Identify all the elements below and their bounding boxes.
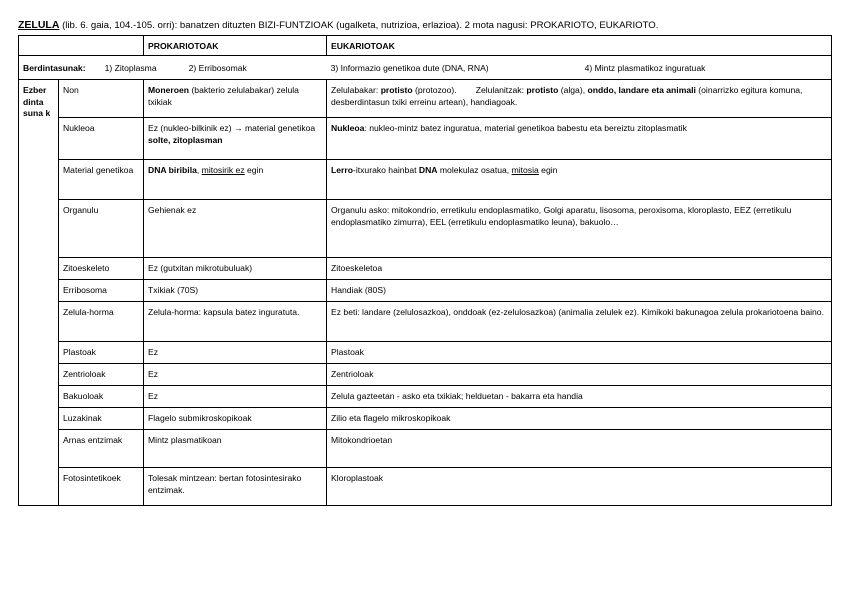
eukaryote-cell: Ez beti: landare (zelulosazkoa), onddoak (ez-zelulosazkoa) (animalia zelulek ez). Kimikoki bakunagoa zelula prokariotoena baino.: [327, 302, 832, 342]
eukaryote-cell: Zitoeskeletoa: [327, 258, 832, 280]
prokaryote-cell: Txikiak (70S): [144, 280, 327, 302]
table-row: [19, 258, 832, 280]
eukaryote-cell: Handiak (80S): [327, 280, 832, 302]
feature-cell: Zentrioloak: [59, 364, 144, 386]
prokaryote-cell: Ez: [144, 364, 327, 386]
table-row: [19, 280, 832, 302]
prokaryote-cell: Flagelo submikroskopikoak: [144, 408, 327, 430]
prokaryote-cell: Moneroen (bakterio zelulabakar) zelula txikiak: [144, 80, 327, 118]
prokaryote-cell: Zelula-horma: kapsula batez inguratuta.: [144, 302, 327, 342]
table-row: [19, 342, 832, 364]
feature-cell: Fotosintetikoek: [59, 468, 144, 506]
table-row: [19, 118, 832, 160]
similarity-item: 1) Zitoplasma: [104, 63, 157, 73]
document-page: [18, 18, 831, 506]
eukaryote-cell: Zelula gazteetan - asko eta txikiak; helduetan - bakarra eta handia: [327, 386, 832, 408]
eukaryote-cell: Kloroplastoak: [327, 468, 832, 506]
differences-label: Ezber dinta suna k: [19, 80, 59, 506]
feature-cell: Arnas entzimak: [59, 430, 144, 468]
eukaryote-cell: Zelulabakar: protisto (protozoo). Zelulanitzak: protisto (alga), onddo, landare eta animali (oinarrizko egitura komuna, desberdintasun txiki erreinu artean), handiagoak.: [327, 80, 832, 118]
feature-cell: Zelula-horma: [59, 302, 144, 342]
heading-title: ZELULA: [18, 19, 60, 31]
header-prokaryote: PROKARIOTOAK: [144, 36, 327, 56]
eukaryote-cell: Zilio eta flagelo mikroskopikoak: [327, 408, 832, 430]
feature-cell: Erribosoma: [59, 280, 144, 302]
document-heading: [18, 18, 831, 33]
table-row: [19, 468, 832, 506]
comparison-table: [18, 35, 832, 506]
eukaryote-cell: Nukleoa: nukleo-mintz batez inguratua, material genetikoa babestu eta bereiztu zitoplasmatik: [327, 118, 832, 160]
feature-cell: Non: [59, 80, 144, 118]
table-row: [19, 302, 832, 342]
similarity-item: 4) Mintz plasmatikoz inguratuak: [584, 63, 706, 73]
eukaryote-cell: Organulu asko: mitokondrio, erretikulu endoplasmatiko, Golgi aparatu, lisosoma, peroxisoma, kloroplasto, EEZ (erretikulu endoplasmatiko zimurra), EEL (erretikulu endoplasmatiko leuna), bakuolo…: [327, 200, 832, 258]
prokaryote-cell: Mintz plasmatikoan: [144, 430, 327, 468]
prokaryote-cell: Ez (gutxitan mikrotubuluak): [144, 258, 327, 280]
similarities-label: Berdintasunak:: [23, 63, 86, 73]
table-row: [19, 364, 832, 386]
table-row: [19, 386, 832, 408]
prokaryote-cell: Ez: [144, 342, 327, 364]
prokaryote-cell: Ez: [144, 386, 327, 408]
feature-cell: Bakuoloak: [59, 386, 144, 408]
eukaryote-cell: Mitokondrioetan: [327, 430, 832, 468]
feature-cell: Plastoak: [59, 342, 144, 364]
table-row: [19, 200, 832, 258]
header-eukaryote: EUKARIOTOAK: [327, 36, 832, 56]
prokaryote-cell: DNA biribila, mitosirik ez egin: [144, 160, 327, 200]
eukaryote-cell: Zentrioloak: [327, 364, 832, 386]
table-row: [19, 80, 832, 118]
eukaryote-cell: Plastoak: [327, 342, 832, 364]
heading-text: (lib. 6. gaia, 104.-105. orri): banatzen dituzten BIZI-FUNTZIOAK (ugalketa, nutrizioa, erlazioa). 2 mota nagusi: PROKARIOTO, EUKARIOTO.: [59, 20, 659, 31]
feature-cell: Nukleoa: [59, 118, 144, 160]
table-row: [19, 160, 832, 200]
table-header-row: [19, 36, 832, 56]
feature-cell: Zitoeskeleto: [59, 258, 144, 280]
table-row: [19, 430, 832, 468]
similarity-item: 2) Erribosomak: [188, 63, 247, 73]
similarity-item: 3) Informazio genetikoa dute (DNA, RNA): [330, 63, 489, 73]
feature-cell: Organulu: [59, 200, 144, 258]
eukaryote-cell: Lerro-itxurako hainbat DNA molekulaz osatua, mitosia egin: [327, 160, 832, 200]
feature-cell: Luzakinak: [59, 408, 144, 430]
feature-cell: Material genetikoa: [59, 160, 144, 200]
prokaryote-cell: Ez (nukleo-bilkinik ez) → material genetikoa solte, zitoplasman: [144, 118, 327, 160]
header-empty-cell: [19, 36, 144, 56]
similarities-cell: [19, 56, 832, 80]
prokaryote-cell: Tolesak mintzean: bertan fotosintesirako entzimak.: [144, 468, 327, 506]
table-row: [19, 408, 832, 430]
similarities-row: [19, 56, 832, 80]
prokaryote-cell: Gehienak ez: [144, 200, 327, 258]
